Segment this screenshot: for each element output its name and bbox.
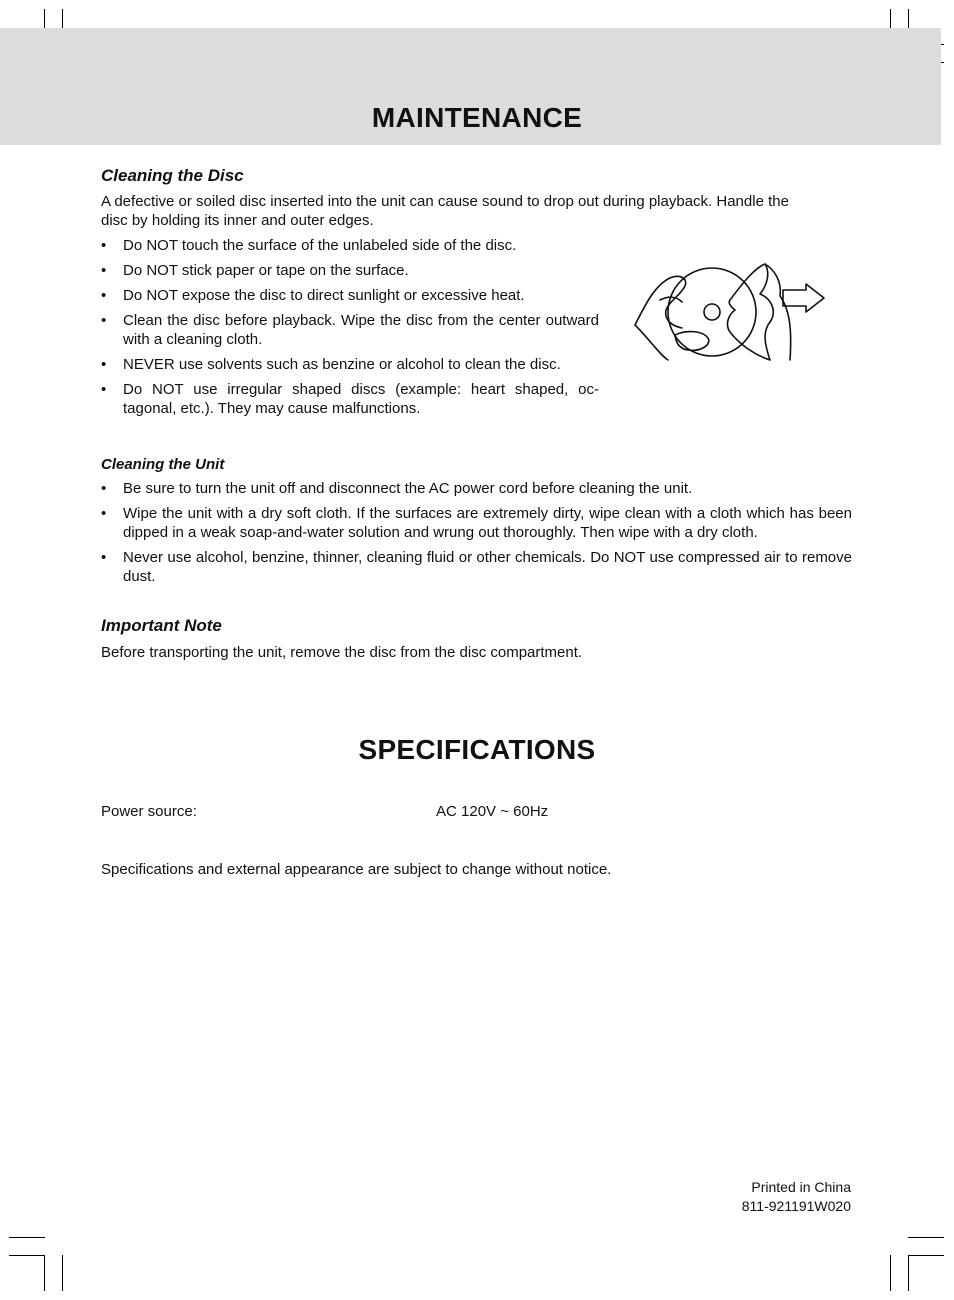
right-hand bbox=[765, 264, 791, 360]
list-item: • Wipe the unit with a dry soft cloth. If the surfaces are extremely dirty, wipe clean with a cloth which has been dipped in a weak soap-and-water solution and wrung out thoroughly. Then wipe with a dry cloth. bbox=[101, 504, 852, 542]
power-source-label: Power source: bbox=[101, 803, 197, 820]
crop-mark bbox=[62, 1255, 63, 1291]
power-source-value: AC 120V ~ 60Hz bbox=[436, 803, 549, 820]
arrow-right-icon bbox=[783, 284, 824, 312]
crop-mark bbox=[908, 1237, 944, 1238]
list-item: • Never use alcohol, benzine, thinner, cleaning fluid or other chemicals. Do NOT use compressed air to remove dust. bbox=[101, 548, 852, 586]
list-item: • Do NOT expose the disc to direct sunlight or excessive heat. bbox=[101, 286, 599, 305]
cleaning-unit-list bbox=[101, 479, 852, 586]
important-note-text: Before transporting the unit, remove the disc from the disc compartment. bbox=[101, 644, 583, 661]
printed-in-label: Printed in China bbox=[751, 1179, 851, 1195]
crop-mark bbox=[908, 1255, 909, 1291]
section-heading-important-note: Important Note bbox=[101, 616, 222, 635]
crop-mark bbox=[9, 1255, 45, 1256]
specifications-notice: Specifications and external appearance are subject to change without notice. bbox=[101, 861, 612, 878]
list-item: • Clean the disc before playback. Wipe the disc from the center outward with a cleaning cloth. bbox=[101, 311, 599, 349]
part-number: 811-921191W020 bbox=[741, 1198, 851, 1214]
disc-outline bbox=[668, 268, 756, 356]
crop-mark bbox=[44, 1255, 45, 1291]
left-hand-thumb bbox=[675, 332, 709, 351]
crop-mark bbox=[908, 1255, 944, 1256]
list-item: • NEVER use solvents such as benzine or alcohol to clean the disc. bbox=[101, 355, 599, 374]
disc-cleaning-illustration bbox=[630, 260, 830, 368]
section-heading-cleaning-disc: Cleaning the Disc bbox=[101, 166, 244, 185]
specifications-title: SPECIFICATIONS bbox=[358, 734, 596, 765]
disc-center-hole bbox=[704, 304, 720, 320]
footer bbox=[742, 1178, 851, 1216]
cleaning-disc-list bbox=[101, 236, 599, 418]
cleaning-disc-intro: A defective or soiled disc inserted into the unit can cause sound to drop out during playback. Handle the disc by holding its inner and outer edges. bbox=[101, 193, 789, 229]
page-title: MAINTENANCE bbox=[371, 102, 583, 133]
crop-mark bbox=[890, 1255, 891, 1291]
crop-mark bbox=[9, 1237, 45, 1238]
left-hand bbox=[635, 276, 686, 360]
cleaning-cloth bbox=[728, 264, 774, 360]
list-item: • Be sure to turn the unit off and disconnect the AC power cord before cleaning the unit. bbox=[101, 479, 852, 498]
list-item: • Do NOT touch the surface of the unlabeled side of the disc. bbox=[101, 236, 599, 255]
section-heading-cleaning-unit: Cleaning the Unit bbox=[101, 456, 225, 473]
list-item: • Do NOT use irregular shaped discs (example: heart shaped, oc-tagonal, etc.). They may cause malfunctions. bbox=[101, 380, 599, 418]
list-item: • Do NOT stick paper or tape on the surface. bbox=[101, 261, 599, 280]
